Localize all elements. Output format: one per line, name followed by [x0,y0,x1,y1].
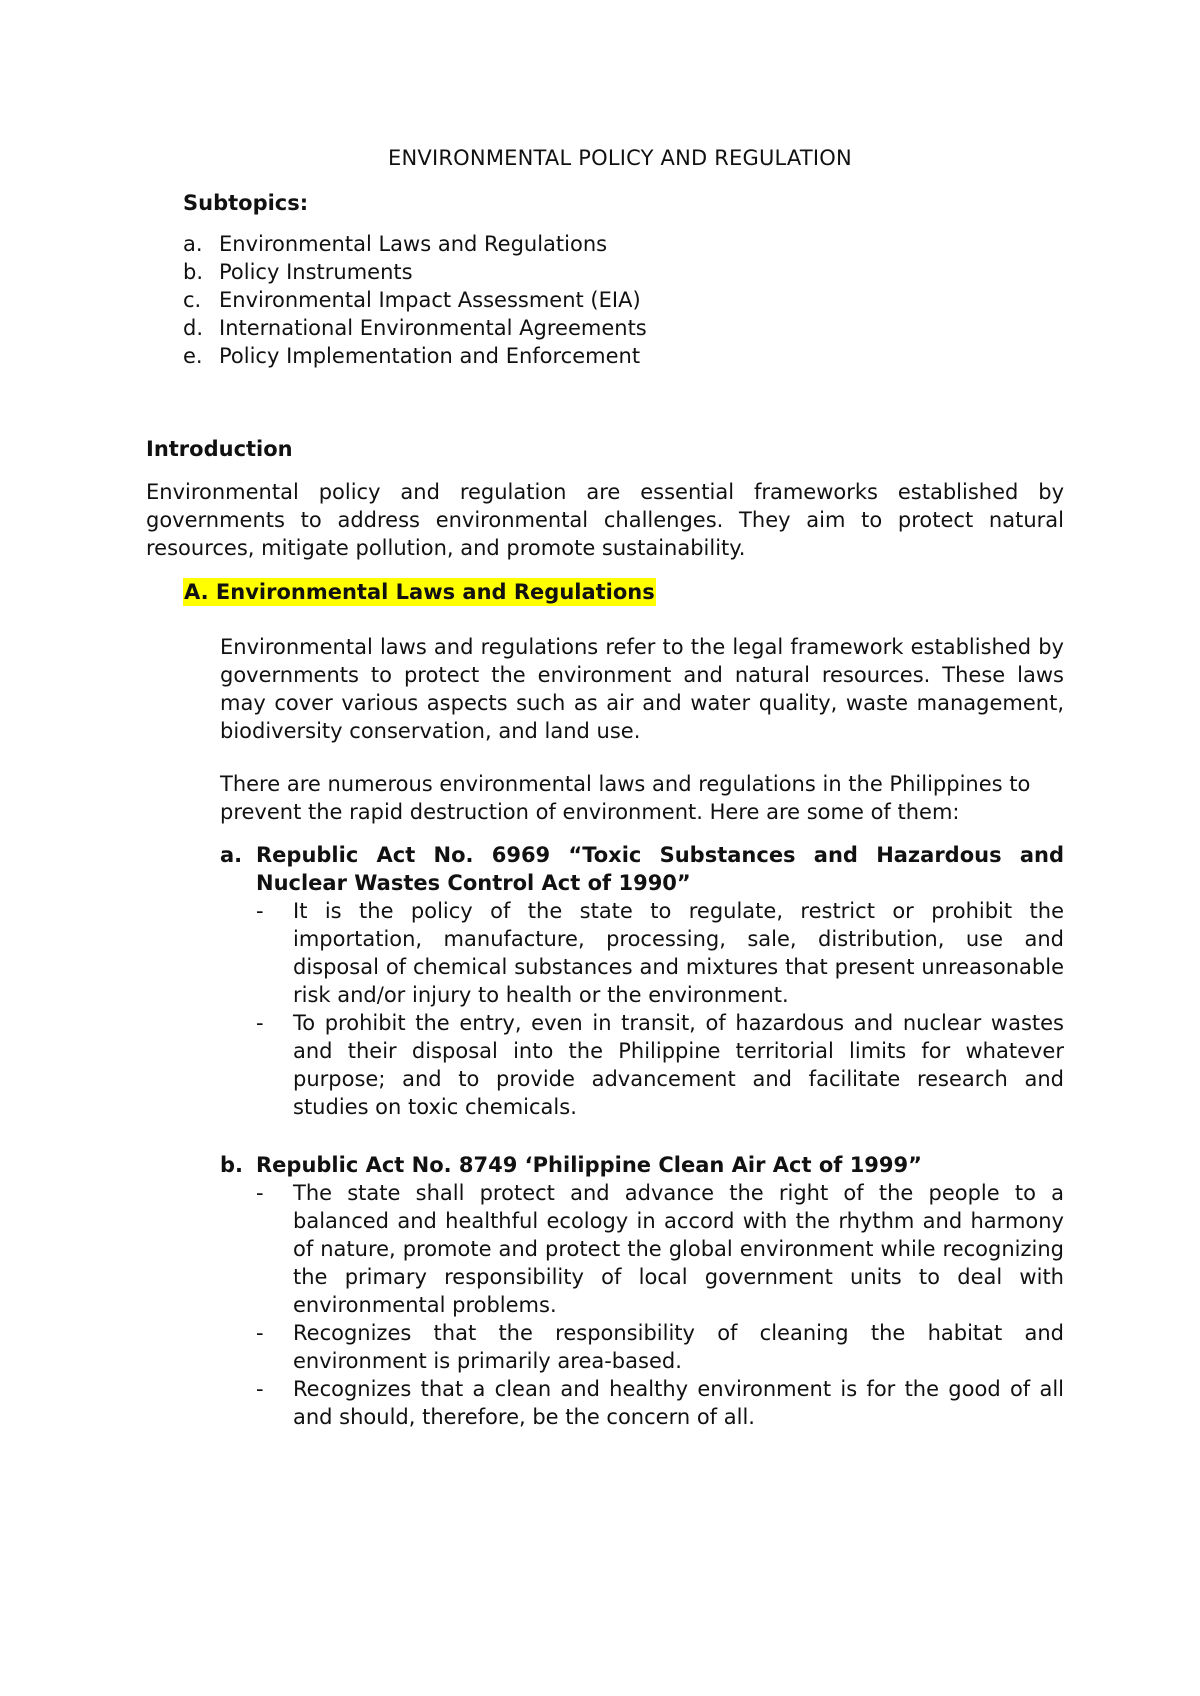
bullet-text: Recognizes that the responsibility of cleaning the habitat and environment is primarily area-based. [293,1321,1064,1373]
act-letter: a. [220,843,243,867]
act-bullet-list [220,897,1064,1121]
act-title [220,841,1064,897]
act-bullet [220,1009,1064,1121]
subtopic-letter: e. [183,344,203,368]
introduction-heading: Introduction [146,437,293,461]
subtopic-item [183,314,647,342]
subtopic-letter: d. [183,316,204,340]
bullet-dash: - [256,1011,264,1035]
subtopic-list [183,230,647,370]
bullet-dash: - [256,1377,264,1401]
subtopic-item [183,258,647,286]
bullet-dash: - [256,1181,264,1205]
subtopic-text: Environmental Impact Assessment (EIA) [219,288,641,312]
act-item-ra-6969 [220,841,1064,1121]
subtopic-letter: a. [183,232,203,256]
subtopic-item [183,286,647,314]
act-title-text: Republic Act No. 8749 ‘Philippine Clean Air Act of 1999” [256,1153,922,1177]
document-title: ENVIRONMENTAL POLICY AND REGULATION [388,146,852,170]
bullet-dash: - [256,899,264,923]
subtopic-text: Policy Instruments [219,260,413,284]
subtopic-text: Environmental Laws and Regulations [219,232,608,256]
bullet-text: It is the policy of the state to regulate, restrict or prohibit the importation, manufacture, processing, sale, distribution, use and disposal of chemical substances and mixtures that present unreasonable risk and/or injury to health or the environment. [293,899,1064,1007]
act-bullet [220,897,1064,1009]
act-bullet [220,1375,1064,1431]
act-bullet [220,1179,1064,1319]
subtopic-item [183,230,647,258]
subtopic-text: Policy Implementation and Enforcement [219,344,641,368]
act-bullet-list [220,1179,1064,1431]
bullet-text: The state shall protect and advance the right of the people to a balanced and healthful ecology in accord with the rhythm and harmony of nature, promote and protect the global environment while recognizing the primary responsibility of local government units to deal with environmental problems. [293,1181,1064,1317]
subtopic-item [183,342,647,370]
act-title-text: Republic Act No. 6969 “Toxic Substances and Hazardous and Nuclear Wastes Control Act of 1990” [256,843,1064,895]
subtopic-letter: b. [183,260,204,284]
section-a-paragraph-2: There are numerous environmental laws and regulations in the Philippines to prevent the rapid destruction of environment. Here are some of them: [220,772,1031,824]
introduction-paragraph: Environmental policy and regulation are essential frameworks established by governments to address environmental challenges. They aim to protect natural resources, mitigate pollution, and promote sustainability. [146,480,1064,560]
subtopic-letter: c. [183,288,202,312]
bullet-text: To prohibit the entry, even in transit, of hazardous and nuclear wastes and their disposal into the Philippine territorial limits for whatever purpose; and to provide advancement and facilitate research and studies on toxic chemicals. [293,1011,1064,1119]
section-a-heading: A. Environmental Laws and Regulations [184,580,655,604]
bullet-text: Recognizes that a clean and healthy environment is for the good of all and should, therefore, be the concern of all. [293,1377,1064,1429]
subtopic-text: International Environmental Agreements [219,316,647,340]
act-title [220,1151,1064,1179]
act-item-ra-8749 [220,1151,1064,1431]
subtopics-label: Subtopics: [183,191,309,215]
bullet-dash: - [256,1321,264,1345]
act-letter: b. [220,1153,244,1177]
section-a-paragraph-1: Environmental laws and regulations refer to the legal framework established by governments to protect the environment and natural resources. These laws may cover various aspects such as air and water quality, waste management, biodiversity conservation, and land use. [220,635,1064,743]
act-bullet [220,1319,1064,1375]
